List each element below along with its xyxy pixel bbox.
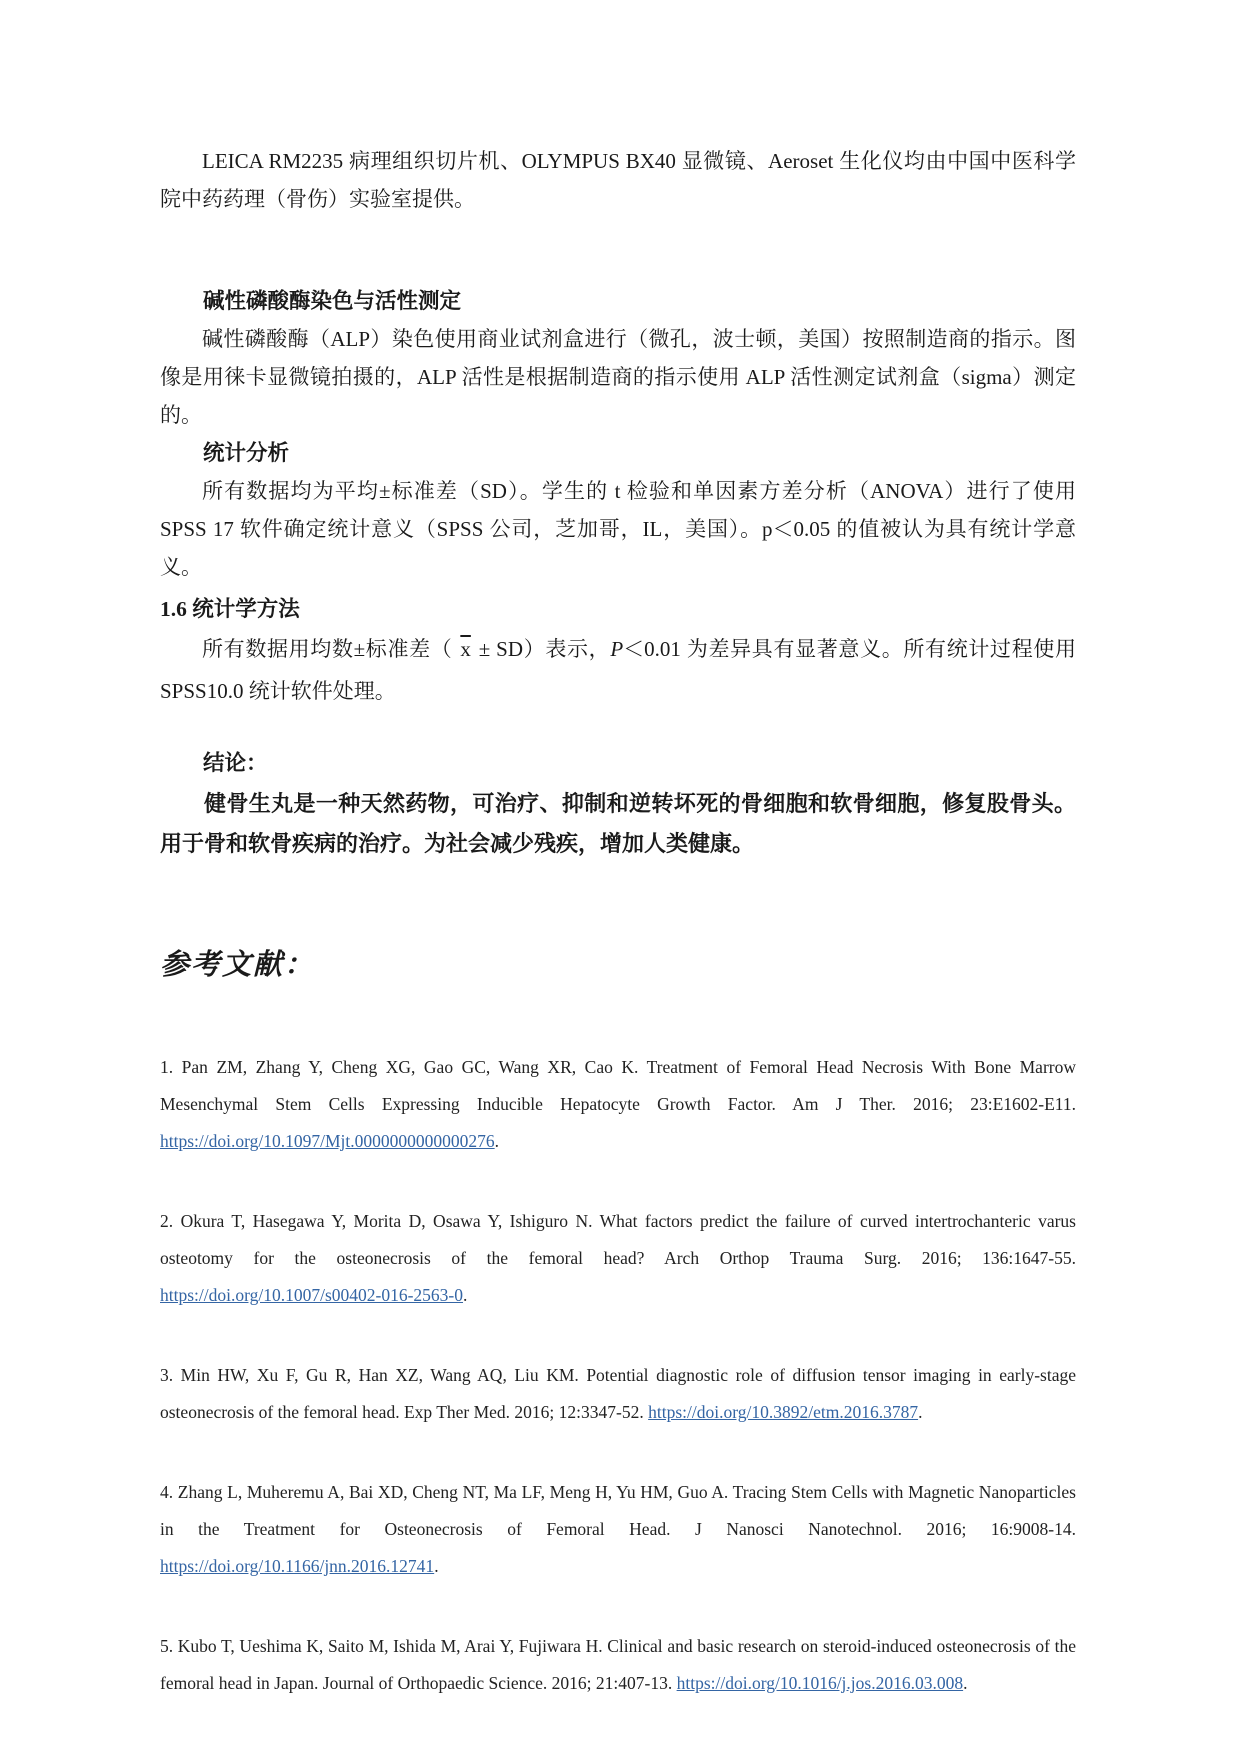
doi-link[interactable]: https://doi.org/10.1016/j.jos.2016.03.008 [676, 1673, 964, 1693]
stats-section-heading: 统计分析 [203, 441, 290, 465]
x-bar-symbol: $\overline{x}$ [460, 637, 471, 661]
reference-text: 2. Okura T, Hasegawa Y, Morita D, Osawa Y, Ishiguro N. What factors predict the failure of curved intertrochanteric varus osteotomy for the osteonecrosis of the femoral head? Arch Orthop Trauma Surg. 2016; 136:1647-55. [160, 1211, 1076, 1268]
reference-text: 5. Kubo T, Ueshima K, Saito M, Ishida M, Arai Y, Fujiwara H. Clinical and basic research on steroid-induced osteonecrosis of the femoral head in Japan. Journal of Orthopaedic Science. 2016; 21:407-13. [160, 1636, 1076, 1693]
stats-method-body-part2: ± SD）表示， [472, 637, 611, 661]
stats-method-body [160, 628, 1076, 712]
stats-method-body-part1: 所有数据用均数±标准差（ [202, 637, 459, 661]
reference-item-3 [160, 1357, 1076, 1431]
reference-suffix: . [494, 1131, 500, 1151]
doi-link[interactable]: https://doi.org/10.3892/etm.2016.3787 [648, 1402, 919, 1422]
reference-text: 1. Pan ZM, Zhang Y, Cheng XG, Gao GC, Wang XR, Cao K. Treatment of Femoral Head Necrosis With Bone Marrow Mesenchymal Stem Cells Expressing Inducible Hepatocyte Growth Factor. Am J Ther. 2016; 23:E1602-E11. [160, 1057, 1076, 1114]
stats-method-body-part3: ＜0.01 为差异具有显著意义。所有统计过程使用 SPSS10.0 统计软件处理。 [160, 637, 1077, 703]
doi-link[interactable]: https://doi.org/10.1097/Mjt.0000000000000276 [160, 1131, 495, 1151]
reference-item-4 [160, 1474, 1076, 1585]
reference-suffix: . [963, 1673, 968, 1693]
conclusion-body: 健骨生丸是一种天然药物，可治疗、抑制和逆转坏死的骨细胞和软骨细胞，修复股骨头。用于骨和软骨疾病的治疗。为社会减少残疾，增加人类健康。 [160, 791, 1076, 856]
reference-suffix: . [463, 1285, 468, 1305]
conclusion-heading: 结论： [203, 751, 268, 775]
doi-link[interactable]: https://doi.org/10.1007/s00402-016-2563-0 [160, 1285, 464, 1305]
reference-item-1 [160, 1049, 1076, 1160]
stats-section-body: 所有数据均为平均±标准差（SD）。学生的 t 检验和单因素方差分析（ANOVA）进行了使用 SPSS 17 软件确定统计意义（SPSS 公司，芝加哥，IL，美国）。p＜0.05 的值被认为具有统计学意义。 [160, 479, 1076, 579]
alp-section-heading: 碱性磷酸酶染色与活性测定 [203, 289, 462, 313]
reference-item-5 [160, 1628, 1076, 1702]
stats-method-heading: 1.6 统计学方法 [160, 597, 300, 621]
reference-suffix: . [434, 1556, 439, 1576]
reference-text: 4. Zhang L, Muheremu A, Bai XD, Cheng NT, Ma LF, Meng H, Yu HM, Guo A. Tracing Stem Cells with Magnetic Nanoparticles in the Treatment for Osteonecrosis of Femoral Head. J Nanosci Nanotechnol. 2016; 16:9008-14. [160, 1482, 1076, 1539]
alp-section-body: 碱性磷酸酶（ALP）染色使用商业试剂盒进行（微孔，波士顿，美国）按照制造商的指示。图像是用徕卡显微镜拍摄的，ALP 活性是根据制造商的指示使用 ALP 活性测定试剂盒（sigma）测定的。 [160, 327, 1076, 427]
doi-link[interactable]: https://doi.org/10.1166/jnn.2016.12741 [160, 1556, 435, 1576]
equipment-paragraph: LEICA RM2235 病理组织切片机、OLYMPUS BX40 显微镜、Aeroset 生化仪均由中国中医科学院中药药理（骨伤）实验室提供。 [160, 149, 1076, 211]
references-heading: 参考文献： [160, 949, 316, 981]
reference-text: 3. Min HW, Xu F, Gu R, Han XZ, Wang AQ, Liu KM. Potential diagnostic role of diffusion tensor imaging in early-stage osteonecrosis of the femoral head. Exp Ther Med. 2016; 12:3347-52. [160, 1365, 1076, 1422]
reference-suffix: . [918, 1402, 923, 1422]
reference-item-2 [160, 1203, 1076, 1314]
p-value-symbol: P [610, 637, 624, 661]
